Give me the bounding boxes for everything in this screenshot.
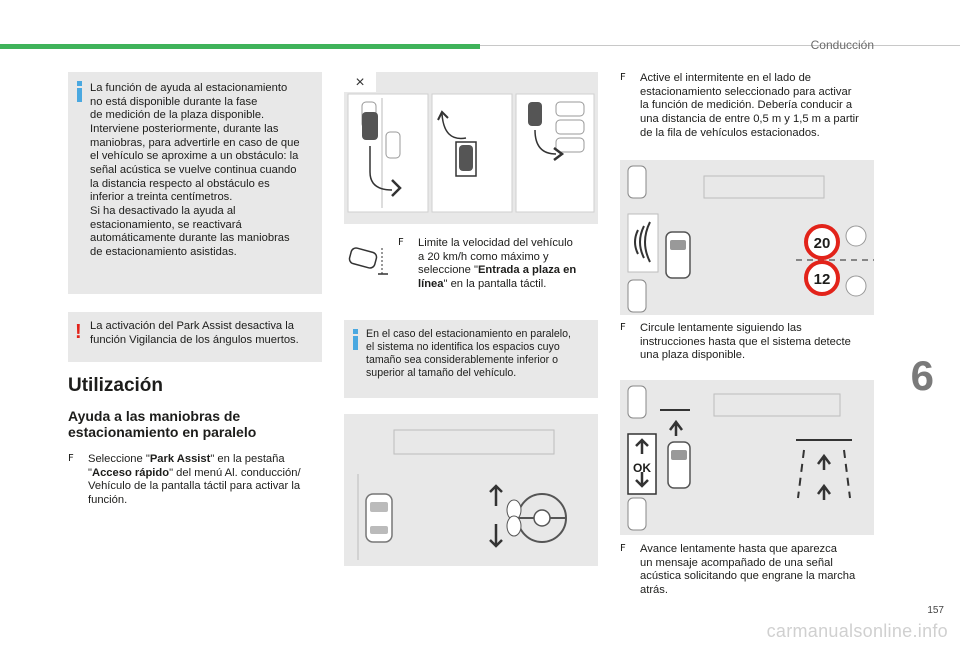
watermark: carmanualsonline.info xyxy=(766,621,948,642)
section-title: Conducción xyxy=(810,38,874,52)
step-bullet: F xyxy=(398,237,404,248)
step-text: un mensaje acompañado de una señal xyxy=(640,556,833,569)
step-text: Active el intermitente en el lado de xyxy=(640,72,812,84)
step-text: " xyxy=(88,466,92,479)
step-text: Seleccione " xyxy=(88,453,150,465)
step-text: de la fila de vehículos estacionados. xyxy=(640,126,820,139)
note-line: La función de ayuda al estacionamiento xyxy=(90,82,288,94)
step-advance-slowly xyxy=(620,543,884,598)
step-bullet: F xyxy=(620,72,626,83)
step-text: acústica solicitando que engrane la marcha xyxy=(640,570,856,583)
step-text: Vehículo de la pantalla táctil para activar la xyxy=(88,480,301,493)
note-line: La activación del Park Assist desactiva la xyxy=(90,320,294,332)
steering-illustration xyxy=(344,414,598,566)
note-line: de medición de la plaza disponible. xyxy=(90,109,265,122)
note-line: la distancia respecto al obstáculo es xyxy=(90,177,270,190)
parking-modes-illustration xyxy=(344,72,598,224)
info-note-parking-aid xyxy=(68,72,322,294)
step-bold-text: Park Assist xyxy=(149,453,211,465)
note-line: Si ha desactivado la ayuda al xyxy=(90,204,236,217)
step-text: una distancia de entre 0,5 m y 1,5 m a partir xyxy=(640,112,859,125)
note-line: superior al tamaño del vehículo. xyxy=(366,366,517,379)
note-line: el vehículo se aproxime a un obstáculo: la xyxy=(90,150,299,163)
ok-label: OK xyxy=(633,461,651,475)
subheading-line: Ayuda a las maniobras de xyxy=(68,408,241,424)
note-line: de estacionamiento asistidas. xyxy=(90,245,237,258)
note-line: automáticamente durante las maniobras xyxy=(90,232,290,245)
header-accent-bar xyxy=(0,44,480,49)
step-text: " del menú Al. conducción/ xyxy=(169,466,301,479)
ok-illustration xyxy=(620,380,874,535)
note-line: el sistema no identifica los espacios cuyo xyxy=(366,340,560,353)
subheading-line: estacionamiento en paralelo xyxy=(68,424,257,441)
close-icon: × xyxy=(355,74,365,91)
step-text: estacionamiento seleccionado para activar xyxy=(640,85,852,98)
step-bold-text: Acceso rápido xyxy=(91,466,170,479)
step-bullet: F xyxy=(620,543,626,554)
note-line: no está disponible durante la fase xyxy=(90,95,258,108)
step-text: Avance lentamente hasta que aparezca xyxy=(640,543,837,555)
heading-utilizacion: Utilización xyxy=(68,375,164,396)
note-line: señal acústica se vuelve continua cuando xyxy=(90,163,297,176)
note-line: estacionamiento, se reactivará xyxy=(90,218,242,231)
step-text: Limite la velocidad del vehículo xyxy=(418,237,573,249)
step-bold-text: Entrada a plaza en xyxy=(477,264,577,277)
info-icon xyxy=(77,81,82,101)
step-text: atrás. xyxy=(640,583,668,596)
step-text: Circule lentamente siguiendo las xyxy=(640,322,802,334)
step-select-park-assist xyxy=(68,453,328,508)
step-text: a 20 km/h como máximo y xyxy=(418,250,549,263)
step-text: una plaza disponible. xyxy=(640,349,746,362)
note-line: En el caso del estacionamiento en paralelo, xyxy=(366,328,571,340)
step-bullet: F xyxy=(68,453,74,464)
step-activate-indicator xyxy=(620,72,884,140)
note-line: inferior a treinta centímetros. xyxy=(90,191,233,204)
header-rule xyxy=(480,45,960,46)
info-icon xyxy=(353,329,358,349)
subheading-parallel-parking xyxy=(68,408,256,440)
step-bold-text: línea xyxy=(418,277,444,290)
info-note-parallel-spaces xyxy=(344,320,598,398)
step-text: seleccione " xyxy=(418,264,478,277)
step-text: " en la pantalla táctil. xyxy=(443,277,547,290)
step-text: instrucciones hasta que el sistema detecte xyxy=(640,335,851,348)
note-line: Interviene posteriormente, durante las xyxy=(90,122,279,135)
step-drive-slowly xyxy=(620,322,884,363)
step-text: función. xyxy=(88,493,128,506)
note-line: maniobras, para advertirle en caso de que xyxy=(90,136,300,149)
step-text: la función de medición. Debería conducir a xyxy=(640,99,853,112)
note-line: función Vigilancia de los ángulos muertos. xyxy=(90,333,299,346)
step-limit-speed xyxy=(398,237,598,292)
parallel-entry-icon xyxy=(344,244,394,278)
step-bullet: F xyxy=(620,322,626,333)
chapter-number: 6 xyxy=(910,352,934,399)
step-text: " en la pestaña xyxy=(210,453,285,465)
warning-note-park-assist xyxy=(68,312,322,362)
page-number: 157 xyxy=(927,605,944,616)
speed-limit-12: 12 xyxy=(813,271,831,288)
measurement-illustration xyxy=(620,160,874,315)
warning-icon: ! xyxy=(75,321,82,343)
note-line: tamaño sea considerablemente inferior o xyxy=(366,353,558,366)
speed-limit-20: 20 xyxy=(813,235,831,252)
